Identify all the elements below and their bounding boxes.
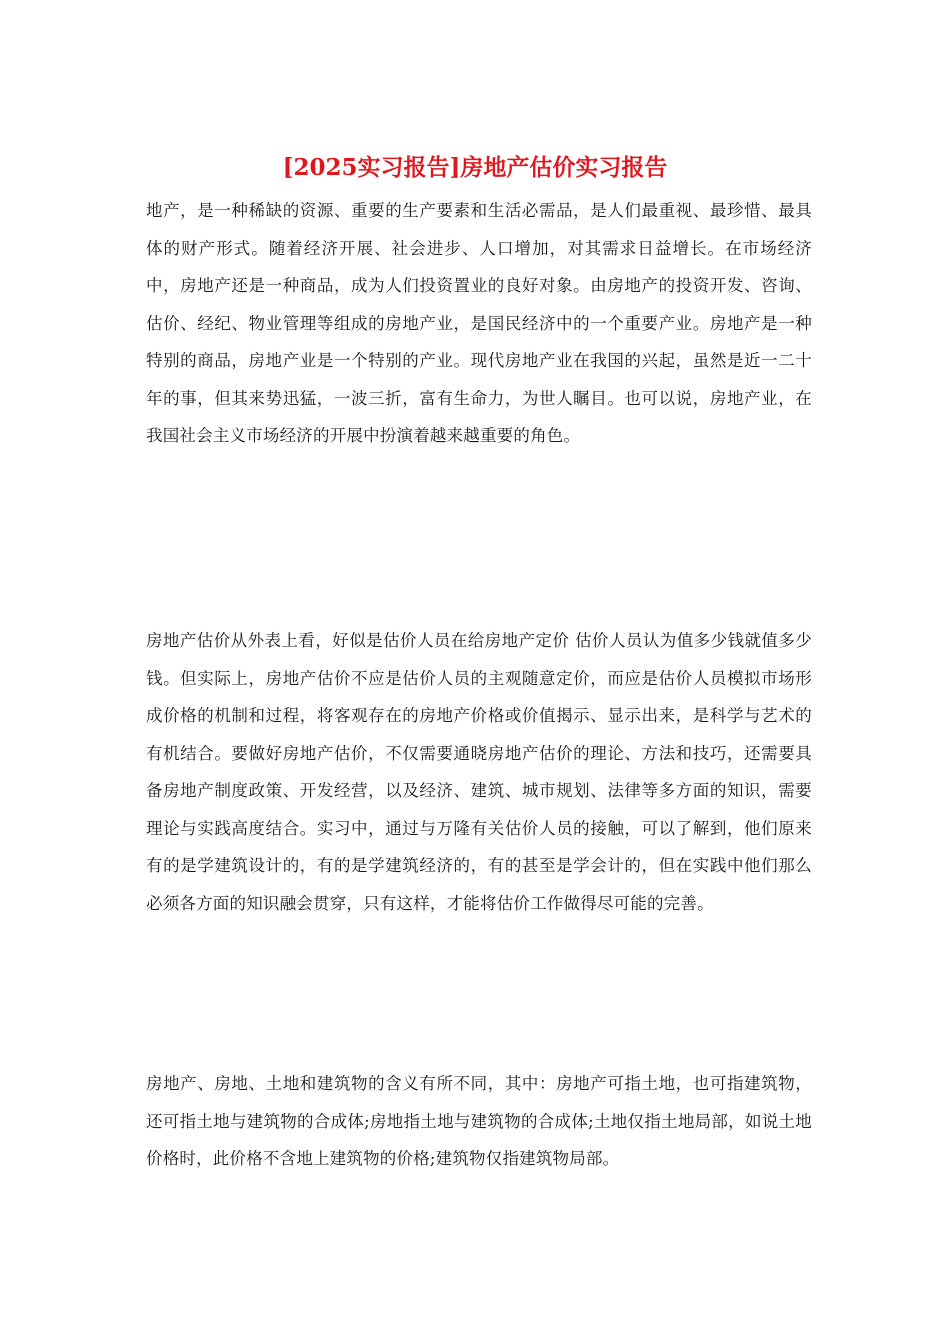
paragraph-appraisal: 房地产估价从外表上看，好似是估价人员在给房地产定价 估价人员认为值多少钱就值多少钱。但实际上，房地产估价不应是估价人员的主观随意定价，而应是估价人员模拟市场形成价格的机制和过程，将客观存在的房地产价格或价值揭示、显示出来，是科学与艺术的有机结合。要做好房地产估价，不仅需要通晓房地产估价的理论、方法和技巧，还需要具备房地产制度政策、开发经营，以及经济、建筑、城市规划、法律等多方面的知识，需要理论与实践高度结合。实习中，通过与万隆有关估价人员的接触，可以了解到，他们原来有的是学建筑设计的，有的是学建筑经济的，有的甚至是学会计的，但在实践中他们那么必须各方面的知识融会贯穿，只有这样，才能将估价工作做得尽可能的完善。 bbox=[146, 631, 812, 913]
paragraph-definitions: 房地产、房地、土地和建筑物的含义有所不同，其中：房地产可指土地，也可指建筑物，还可指土地与建筑物的合成体;房地指土地与建筑物的合成体;土地仅指土地局部，如说土地价格时，此价格不含地上建筑物的价格;建筑物仅指建筑物局部。 bbox=[146, 1074, 812, 1168]
paragraph-intro: 地产，是一种稀缺的资源、重要的生产要素和生活必需品，是人们最重视、最珍惜、最具体的财产形式。随着经济开展、社会进步、人口增加，对其需求日益增长。在市场经济中，房地产还是一种商品，成为人们投资置业的良好对象。由房地产的投资开发、咨询、估价、经纪、物业管理等组成的房地产业，是国民经济中的一个重要产业。房地产是一种特别的商品，房地产业是一个特别的产业。现代房地产业在我国的兴起，虽然是近一二十年的事，但其来势迅猛，一波三折，富有生命力，为世人瞩目。也可以说，房地产业，在我国社会主义市场经济的开展中扮演着越来越重要的角色。 bbox=[146, 201, 812, 445]
document-title: [2025实习报告]房地产估价实习报告 bbox=[282, 154, 668, 181]
